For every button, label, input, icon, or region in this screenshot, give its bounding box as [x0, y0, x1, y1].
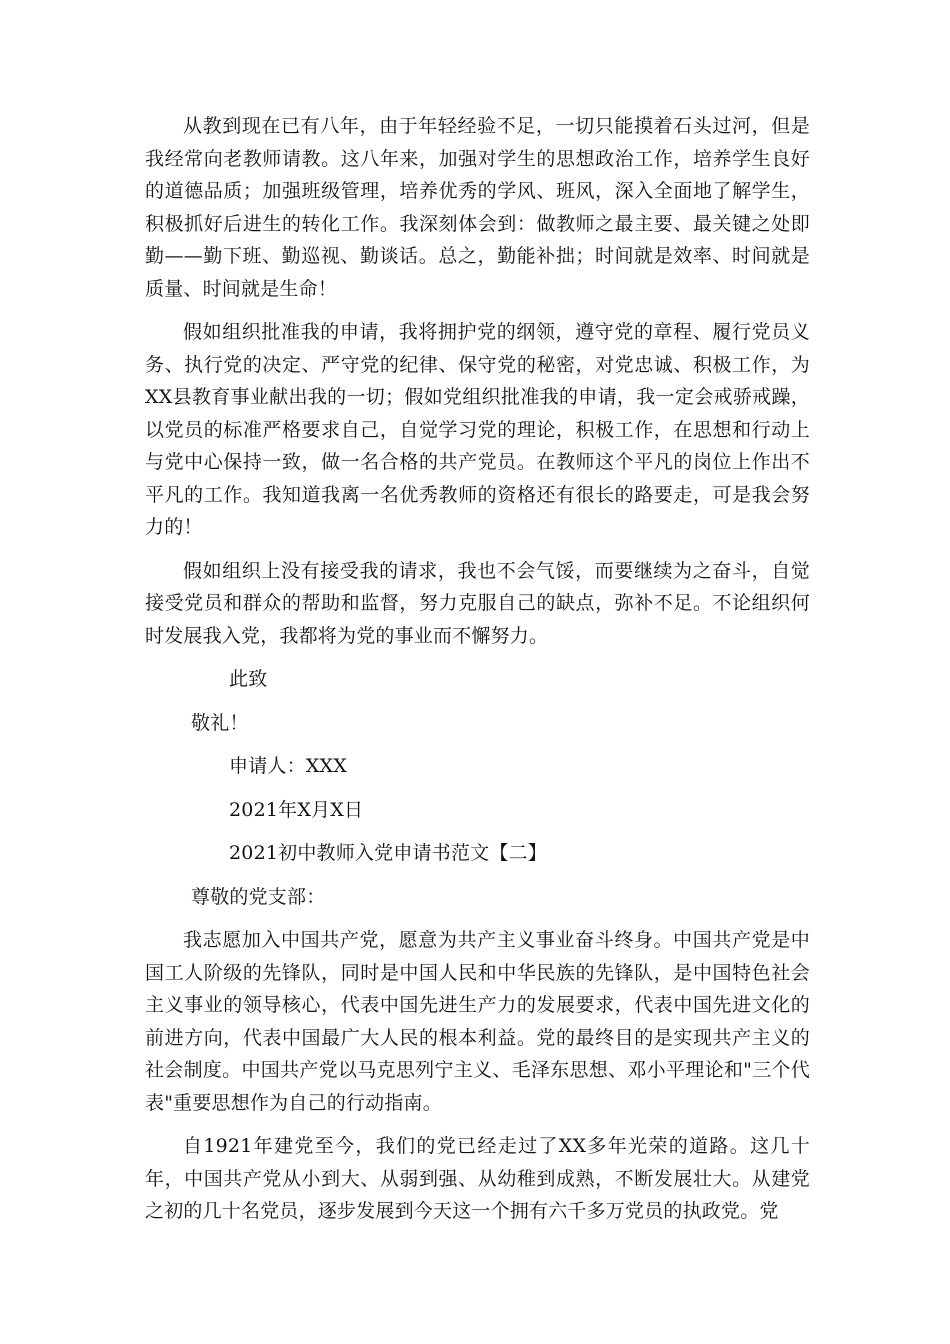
closing-phrase: 此致	[229, 668, 268, 690]
applicant-signature: 申请人：XXX	[229, 755, 347, 777]
paragraph-aspiration: 我志愿加入中国共产党，愿意为共产主义事业奋斗终身。中国共产党是中国工人阶级的先锋队，同时是中国人民和中华民族的先锋队，是中国特色社会主义事业的领导核心，代表中国先进生产力的发展要求，代表中国先进文化的前进方向，代表中国最广大人民的根本利益。党的最终目的是实现共产主义的社会制度。中国共产党以马克思列宁主义、毛泽东思想、邓小平理论和"三个代表"重要思想作为自己的行动指南。	[145, 929, 810, 1114]
application-date: 2021年X月X日	[229, 798, 364, 821]
paragraph-teaching-experience: 从教到现在已有八年，由于年轻经验不足，一切只能摸着石头过河，但是我经常向老教师请教。这八年来，加强对学生的思想政治工作，培养学生良好的道德品质；加强班级管理，培养优秀的学风、班风，深入全面地了解学生，积极抓好后进生的转化工作。我深刻体会到：做教师之最主要、最关键之处即勤——勤下班、勤巡视、勤谈话。总之，勤能补拙；时间就是效率、时间就是质量、时间就是生命！	[145, 115, 810, 300]
paragraph-commitment: 假如组织批准我的申请，我将拥护党的纲领，遵守党的章程、履行党员义务、执行党的决定、严守党的纪律、保守党的秘密，对党忠诚、积极工作，为XX县教育事业献出我的一切；假如党组织批准我的申请，我一定会戒骄戒躁，以党员的标准严格要求自己，自觉学习党的理论，积极工作，在思想和行动上与党中心保持一致，做一名合格的共产党员。在教师这个平凡的岗位上作出不平凡的工作。我知道我离一名优秀教师的资格还有很长的路要走，可是我会努力的！	[145, 321, 810, 538]
greeting: 尊敬的党支部：	[191, 885, 326, 908]
salute: 敬礼！	[191, 711, 249, 734]
document-body	[145, 110, 810, 1239]
paragraph-perseverance: 假如组织上没有接受我的请求，我也不会气馁，而要继续为之奋斗，自觉接受党员和群众的帮助和监督，努力克服自己的缺点，弥补不足。不论组织何时发展我入党，我都将为党的事业而不懈努力。	[145, 559, 810, 647]
paragraph-party-history: 自1921年建党至今，我们的党已经走过了XX多年光荣的道路。这几十年，中国共产党从小到大、从弱到强、从幼稚到成熟，不断发展壮大。从建党之初的几十名党员，逐步发展到今天这一个拥有六千多万党员的执政党。党	[145, 1135, 810, 1222]
section-title: 2021初中教师入党申请书范文【二】	[229, 842, 547, 864]
